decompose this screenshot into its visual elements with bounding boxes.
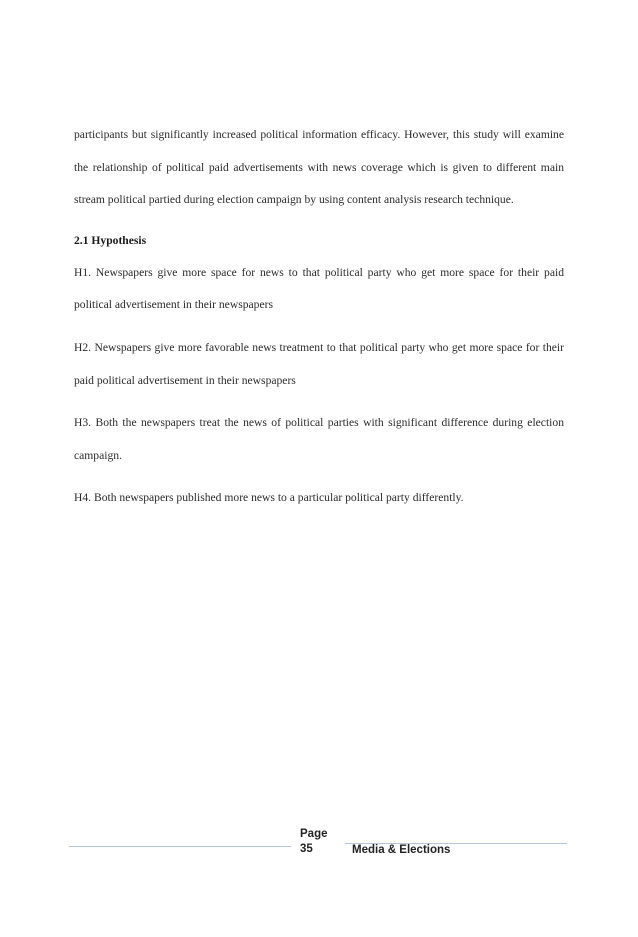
footer-left-divider [69, 846, 291, 847]
intro-paragraph: participants but significantly increased political information efficacy. However, this study will examine the relationship of political paid advertisements with news coverage which is given to different main stream political partied during election campaign by using content analysis research technique. [74, 128, 564, 207]
footer-page-label: Page [300, 828, 328, 840]
footer-page-value: 35 [300, 843, 313, 855]
hypothesis-h3: H3. Both the newspapers treat the news of political parties with significant difference during election campaign. [74, 416, 564, 462]
hypothesis-h1: H1. Newspapers give more space for news to that political party who get more space for their paid political advertisement in their newspapers [74, 265, 564, 312]
hypothesis-h4: H4. Both newspapers published more news to a particular political party differently. [74, 491, 464, 505]
section-heading: 2.1 Hypothesis [74, 233, 147, 247]
hypothesis-h2: H2. Newspapers give more favorable news treatment to that political party who get more space for their paid political advertisement in their newspapers [74, 340, 564, 387]
footer-document-title: Media & Elections [352, 844, 451, 856]
footer-page-number [300, 827, 340, 857]
page-body [74, 119, 564, 525]
